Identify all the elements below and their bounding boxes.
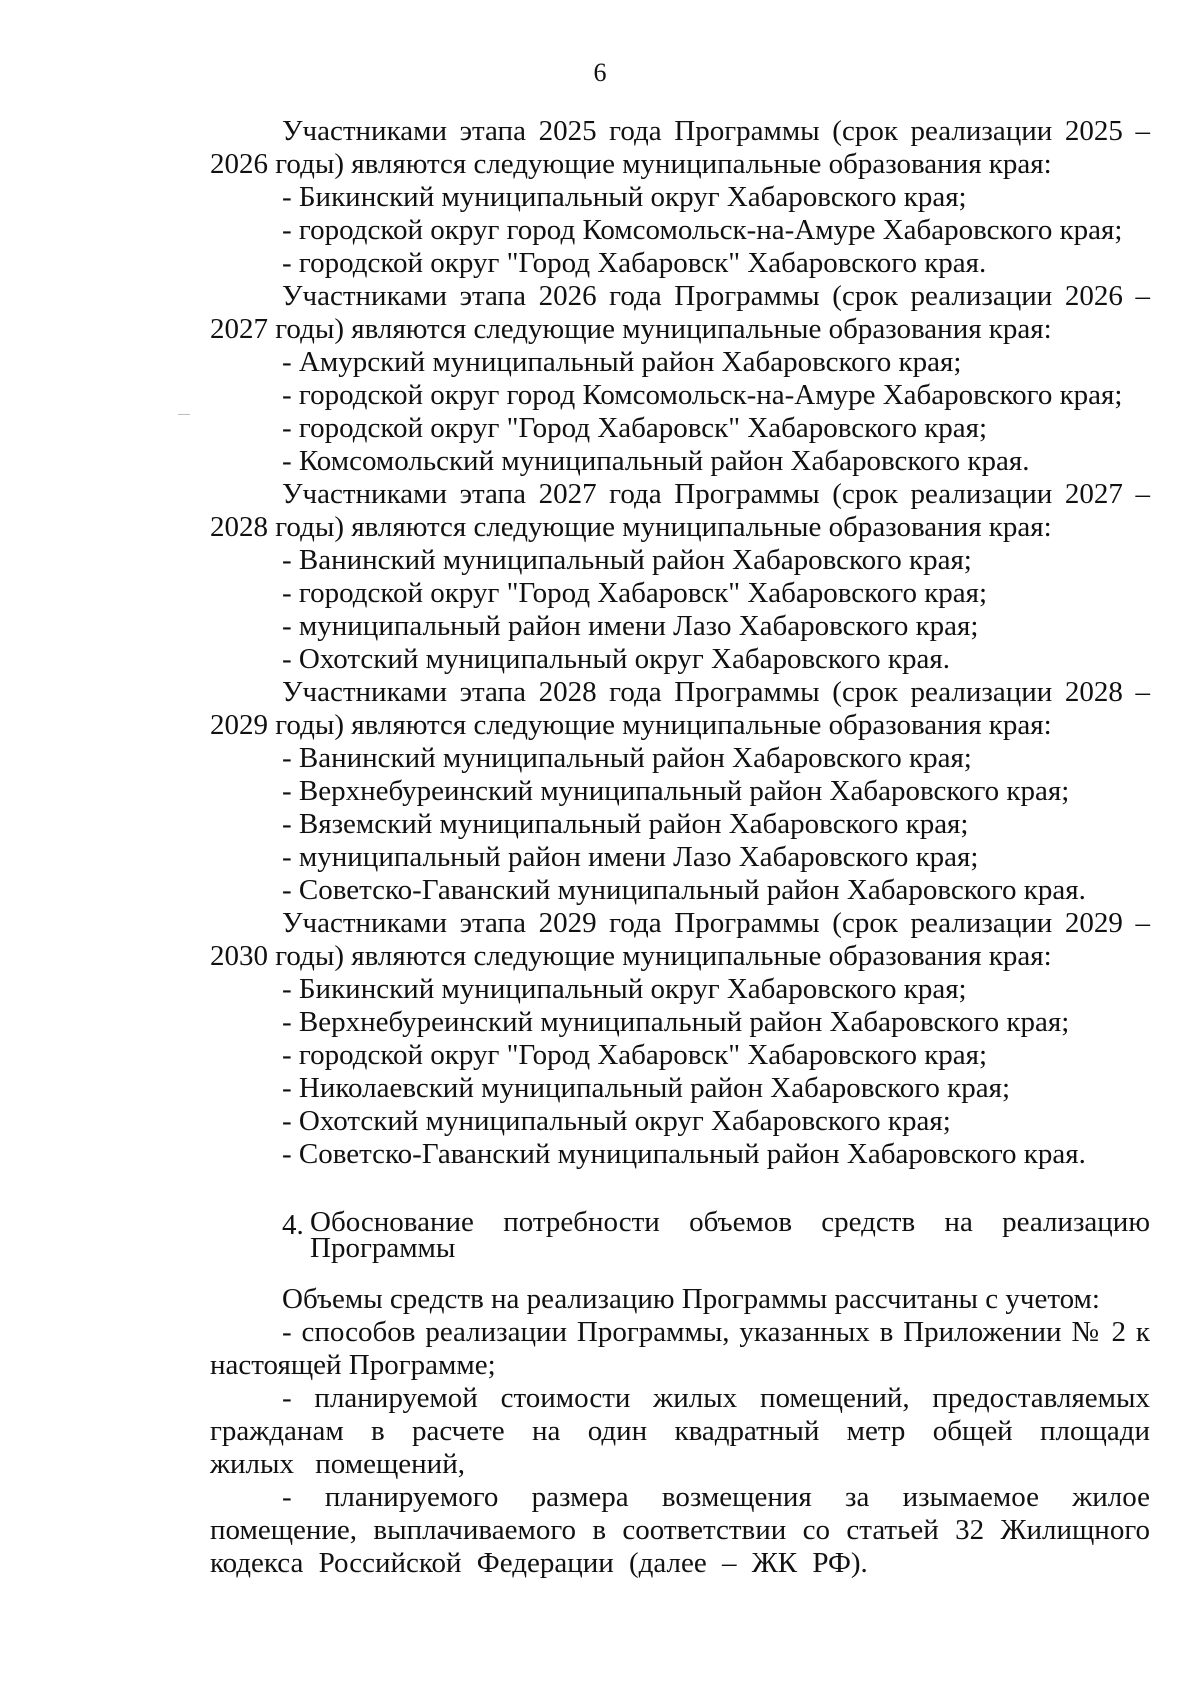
list-item: - Охотский муниципальный округ Хабаровского края;	[282, 1105, 951, 1137]
margin-mark	[178, 414, 190, 415]
stage-2029-list	[210, 973, 1150, 1171]
list-item: - Комсомольский муниципальный район Хабаровского края.	[282, 445, 1030, 477]
list-item: - муниципальный район имени Лазо Хабаровского края;	[282, 610, 979, 642]
section-title: Обоснование потребности объемов средств на реализацию Программы	[310, 1206, 1150, 1264]
list-item: - Ванинский муниципальный район Хабаровского края;	[282, 742, 972, 774]
list-item: - Амурский муниципальный район Хабаровского края;	[282, 346, 962, 378]
list-item: - Советско-Гаванский муниципальный район Хабаровского края.	[282, 1138, 1086, 1170]
section-heading	[210, 1206, 1150, 1264]
list-item: - Николаевский муниципальный район Хабаровского края;	[282, 1072, 1011, 1104]
list-item: - городской округ "Город Хабаровск" Хабаровского края;	[282, 577, 988, 609]
list-item: - городской округ город Комсомольск-на-Амуре Хабаровского края;	[282, 214, 1123, 246]
basis-item: - планируемой стоимости жилых помещений, предоставляемых гражданам в расчете на один квадратный метр общей площади жилых помещений,	[210, 1382, 1150, 1480]
list-item: - Охотский муниципальный округ Хабаровского края.	[282, 643, 950, 675]
list-item: - Бикинский муниципальный округ Хабаровского края;	[282, 973, 967, 1005]
list-item: - Верхнебуреинский муниципальный район Хабаровского края;	[282, 775, 1070, 807]
stage-2025-intro: Участниками этапа 2025 года Программы (срок реализации 2025 – 2026 годы) являются следующие муниципальные образования края:	[210, 115, 1150, 180]
list-item: - Верхнебуреинский муниципальный район Хабаровского края;	[282, 1006, 1070, 1038]
list-item: - Бикинский муниципальный округ Хабаровского края;	[282, 181, 967, 213]
list-item: - городской округ город Комсомольск-на-Амуре Хабаровского края;	[282, 379, 1123, 411]
stage-2028-list	[210, 742, 1150, 907]
basis-item: - планируемого размера возмещения за изымаемое жилое помещение, выплачиваемого в соответствии со статьей 32 Жилищного кодекса Российской Федерации (далее – ЖК РФ).	[210, 1481, 1150, 1579]
list-item: - Ванинский муниципальный район Хабаровского края;	[282, 544, 972, 576]
list-item: - городской округ "Город Хабаровск" Хабаровского края;	[282, 1039, 988, 1071]
stage-2026-list	[210, 346, 1150, 478]
stage-2027-intro: Участниками этапа 2027 года Программы (срок реализации 2027 – 2028 годы) являются следующие муниципальные образования края:	[210, 478, 1150, 543]
list-item: - Советско-Гаванский муниципальный район Хабаровского края.	[282, 874, 1086, 906]
list-item: - городской округ "Город Хабаровск" Хабаровского края;	[282, 412, 988, 444]
stage-2027-list	[210, 544, 1150, 676]
basis-intro: Объемы средств на реализацию Программы рассчитаны с учетом:	[282, 1283, 1100, 1315]
stage-2028-intro: Участниками этапа 2028 года Программы (срок реализации 2028 – 2029 годы) являются следующие муниципальные образования края:	[210, 676, 1150, 741]
page-number: 6	[593, 58, 607, 87]
document-body	[210, 115, 1150, 1580]
list-item: - муниципальный район имени Лазо Хабаровского края;	[282, 841, 979, 873]
stage-2029-intro: Участниками этапа 2029 года Программы (срок реализации 2029 – 2030 годы) являются следующие муниципальные образования края:	[210, 907, 1150, 972]
list-item: - Вяземский муниципальный район Хабаровского края;	[282, 808, 969, 840]
basis-item: - способов реализации Программы, указанных в Приложении № 2 к настоящей Программе;	[210, 1316, 1150, 1381]
list-item: - городской округ "Город Хабаровск" Хабаровского края.	[282, 247, 987, 279]
stage-2026-intro: Участниками этапа 2026 года Программы (срок реализации 2026 – 2027 годы) являются следующие муниципальные образования края:	[210, 280, 1150, 345]
section-number: 4.	[282, 1209, 304, 1241]
stage-2025-list	[210, 181, 1150, 280]
